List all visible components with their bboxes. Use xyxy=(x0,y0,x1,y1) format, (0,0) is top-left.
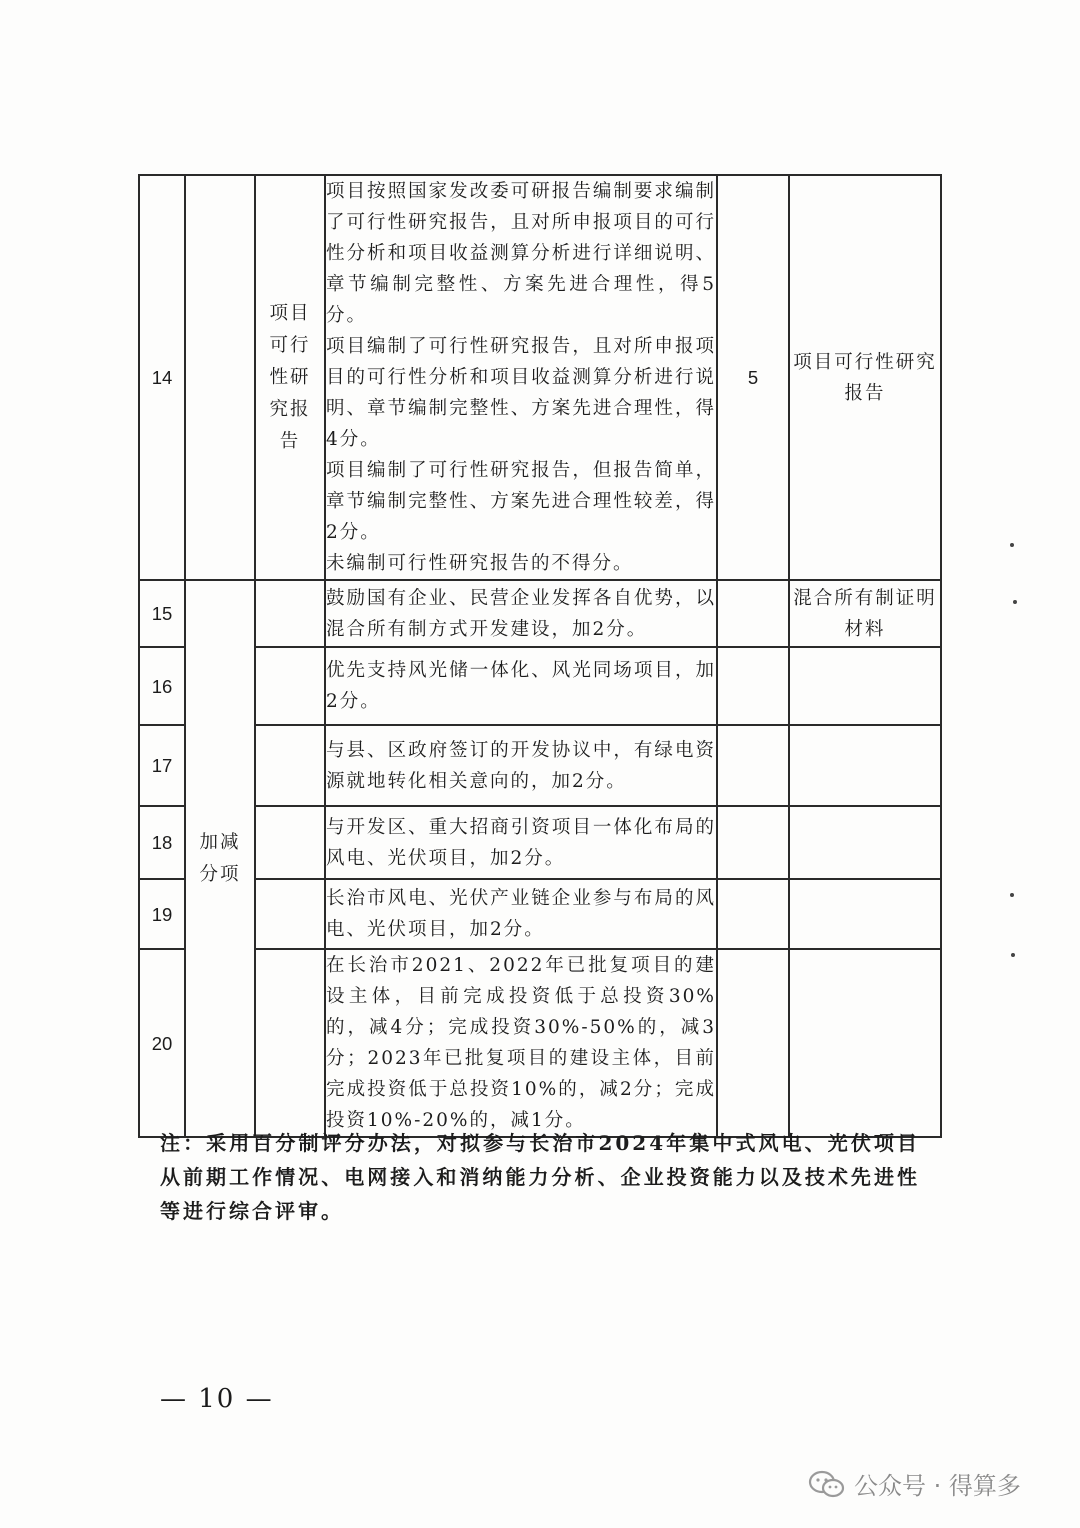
materials-cell: 项目可行性研究报告 xyxy=(789,175,941,580)
materials-cell xyxy=(789,647,941,725)
scoring-table xyxy=(138,174,942,1138)
criteria-text: 与县、区政府签订的开发协议中，有绿电资源就地转化相关意向的，加2分。 xyxy=(326,739,716,792)
points-cell xyxy=(717,806,789,879)
criteria-cell xyxy=(325,175,717,580)
wechat-watermark xyxy=(808,1466,1021,1501)
subitem-cell xyxy=(255,725,325,806)
subitem-cell xyxy=(255,949,325,1137)
criteria-cell xyxy=(325,725,717,806)
category-label: 加减分项 xyxy=(199,831,241,885)
criteria-text: 长治市风电、光伏产业链企业参与布局的风电、光伏项目，加2分。 xyxy=(326,888,716,940)
table-row xyxy=(139,175,941,580)
subitem-cell xyxy=(255,580,325,647)
criteria-text: 未编制可行性研究报告的不得分。 xyxy=(326,553,634,574)
points-cell xyxy=(717,647,789,725)
subitem-cell xyxy=(255,175,325,580)
subitem-cell xyxy=(255,879,325,949)
table-row xyxy=(139,879,941,949)
criteria-cell xyxy=(325,647,717,725)
points-cell xyxy=(717,725,789,806)
wechat-icon xyxy=(808,1469,846,1499)
materials-cell xyxy=(789,879,941,949)
scan-speck xyxy=(1011,953,1015,957)
points-cell xyxy=(717,949,789,1137)
scan-speck xyxy=(1010,893,1014,897)
criteria-text: 项目编制了可行性研究报告，且对所申报项目的可行性分析和项目收益测算分析进行说明、章节编制完整性、方案先进合理性，得4分。 xyxy=(326,336,716,450)
points-cell xyxy=(717,580,789,647)
subitem-label: 项目可行性研究报告 xyxy=(269,302,311,452)
criteria-text: 与开发区、重大招商引资项目一体化布局的风电、光伏项目，加2分。 xyxy=(326,816,716,869)
materials-cell xyxy=(789,806,941,879)
criteria-text: 在长治市2021、2022年已批复项目的建设主体，目前完成投资低于总投资30%的，减4分；完成投资30%-50%的，减3分；2023年已批复项目的建设主体，目前完成投资低于总投资10%的，减2分；完成投资10%-20%的，减1分。 xyxy=(326,955,716,1131)
criteria-cell xyxy=(325,879,717,949)
materials-cell: 混合所有制证明材料 xyxy=(789,580,941,647)
row-number: 14 xyxy=(139,175,185,580)
criteria-text: 优先支持风光储一体化、风光同场项目，加2分。 xyxy=(326,660,716,712)
category-cell xyxy=(185,580,255,1137)
criteria-cell xyxy=(325,580,717,647)
table-row xyxy=(139,949,941,1137)
page-number: — 10 — xyxy=(160,1384,274,1414)
subitem-cell xyxy=(255,647,325,725)
row-number: 15 xyxy=(139,580,185,647)
criteria-cell xyxy=(325,806,717,879)
criteria-text: 项目编制了可行性研究报告，但报告简单，章节编制完整性、方案先进合理性较差，得2分。 xyxy=(326,460,716,543)
row-number: 19 xyxy=(139,879,185,949)
table-row xyxy=(139,725,941,806)
watermark-text: 公众号 · 得算多 xyxy=(854,1472,1021,1500)
scan-speck xyxy=(1013,600,1017,604)
points-cell: 5 xyxy=(717,175,789,580)
row-number: 18 xyxy=(139,806,185,879)
row-number: 17 xyxy=(139,725,185,806)
materials-cell xyxy=(789,949,941,1137)
points-cell xyxy=(717,879,789,949)
row-number: 16 xyxy=(139,647,185,725)
criteria-cell xyxy=(325,949,717,1137)
materials-cell xyxy=(789,725,941,806)
subitem-cell xyxy=(255,806,325,879)
criteria-text: 项目按照国家发改委可研报告编制要求编制了可行性研究报告，且对所申报项目的可行性分析和项目收益测算分析进行详细说明、章节编制完整性、方案先进合理性，得5分。 xyxy=(326,181,716,326)
table-row xyxy=(139,806,941,879)
scan-speck xyxy=(1010,543,1014,547)
table-row xyxy=(139,647,941,725)
criteria-text: 鼓励国有企业、民营企业发挥各自优势，以混合所有制方式开发建设，加2分。 xyxy=(326,587,716,640)
category-cell xyxy=(185,175,255,580)
table-row xyxy=(139,580,941,647)
row-number: 20 xyxy=(139,949,185,1137)
table-footnote: 注：采用百分制评分办法，对拟参与长治市2024年集中式风电、光伏项目从前期工作情况、电网接入和消纳能力分析、企业投资能力以及技术先进性等进行综合评审。 xyxy=(160,1131,920,1223)
